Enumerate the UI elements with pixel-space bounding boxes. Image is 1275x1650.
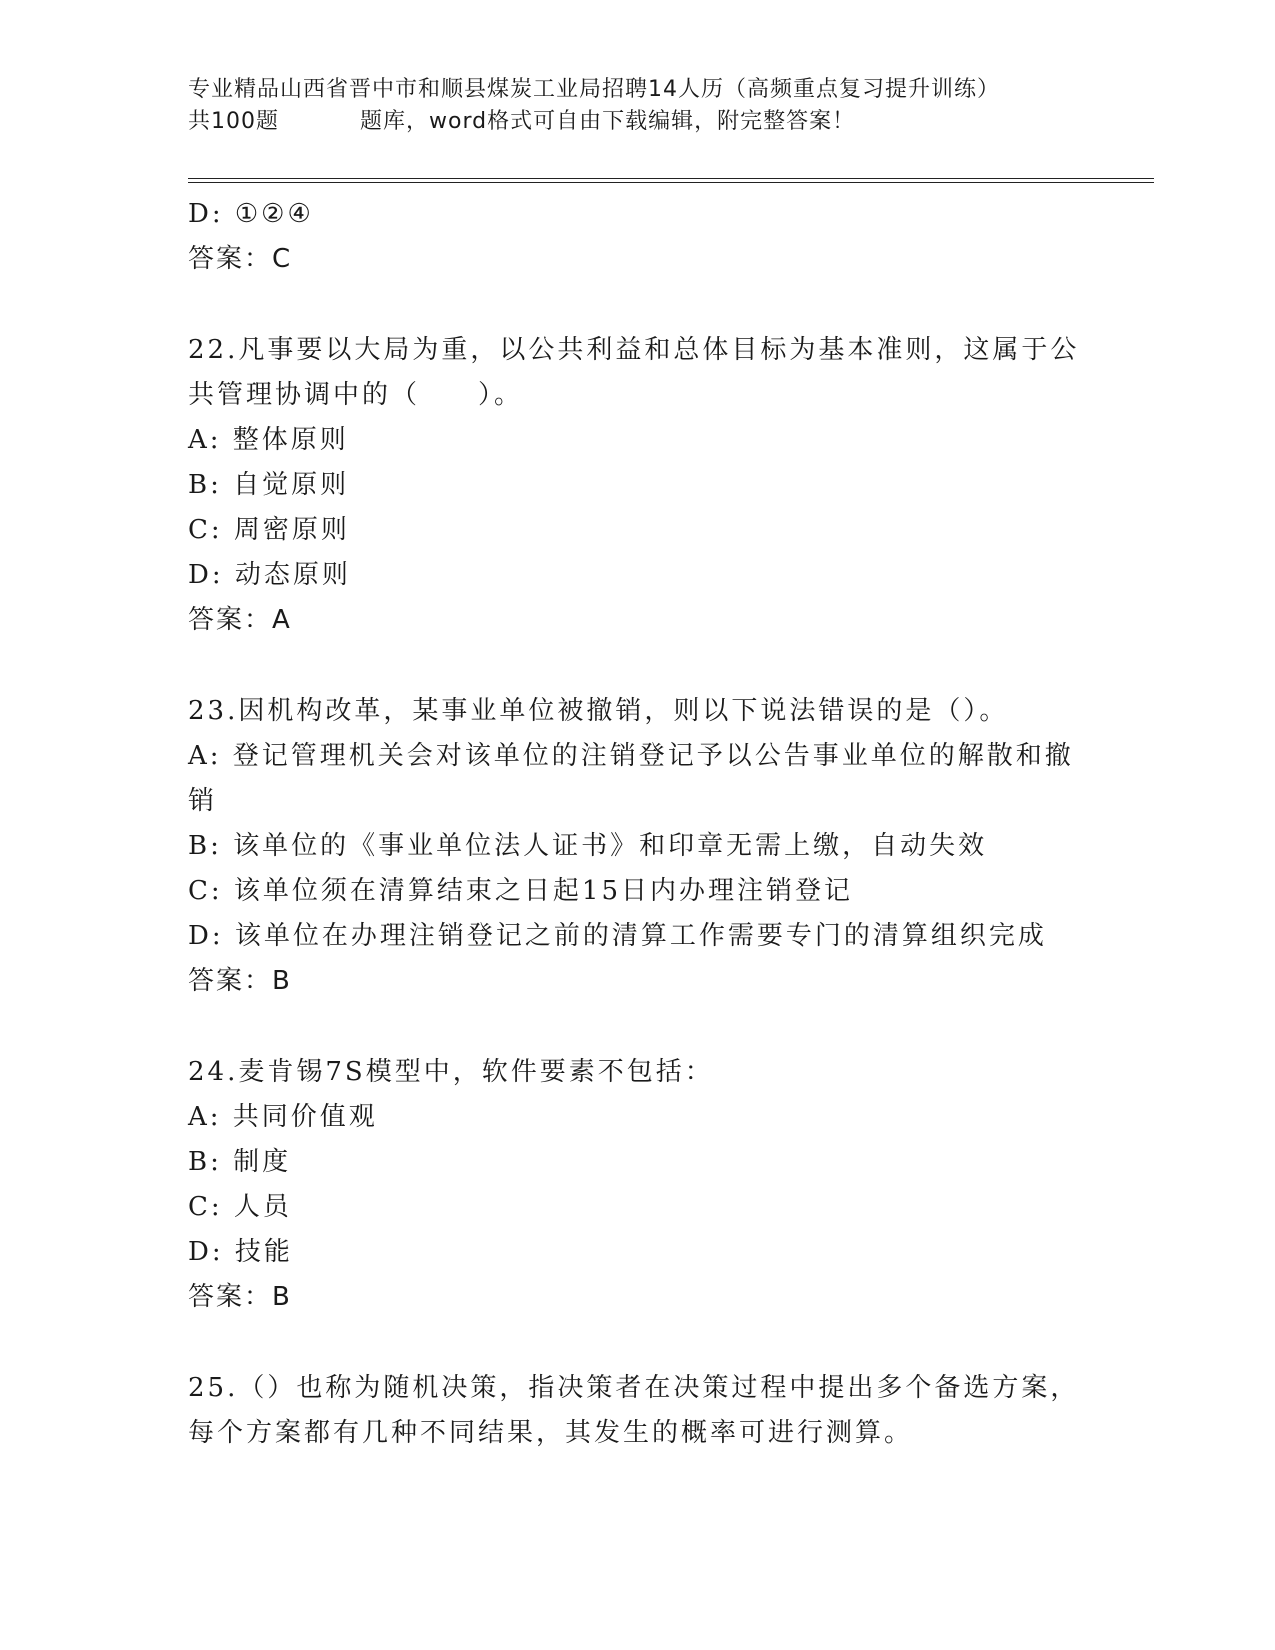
q24-option-c: C: 人员 [188, 1192, 292, 1222]
q24-option-d: D: 技能 [188, 1237, 293, 1267]
q24-option-a: A: 共同价值观 [188, 1102, 378, 1132]
q23-option-c: C: 该单位须在清算结束之日起15日内办理注销登记 [188, 876, 854, 906]
q24-option-b: B: 制度 [188, 1147, 292, 1177]
q22-stem-line1: 22.凡事要以大局为重，以公共利益和总体目标为基本准则，这属于公 [188, 335, 1080, 365]
prev-answer: 答案：C [188, 244, 293, 274]
q23-stem: 23.因机构改革，某事业单位被撤销，则以下说法错误的是（）。 [188, 696, 1009, 726]
spacer [188, 1320, 1088, 1366]
header-title-line2 [188, 106, 1088, 138]
q23-option-d: D: 该单位在办理注销登记之前的清算工作需要专门的清算组织完成 [188, 921, 1047, 951]
q22-option-c: C: 周密原则 [188, 515, 350, 545]
q23-answer: 答案：B [188, 966, 292, 996]
document-body [188, 192, 1088, 1456]
q25-stem-line2: 每个方案都有几种不同结果，其发生的概率可进行测算。 [188, 1418, 914, 1448]
q24-answer: 答案：B [188, 1282, 292, 1312]
spacer [188, 282, 1088, 328]
q25-stem-line1: 25.（）也称为随机决策，指决策者在决策过程中提出多个备选方案， [188, 1373, 1080, 1403]
spacer [188, 1004, 1088, 1050]
q23-option-a-line2: 销 [188, 786, 218, 816]
q22-answer: 答案：A [188, 605, 292, 635]
q22-option-a: A: 整体原则 [188, 425, 349, 455]
q22-option-d: D: 动态原则 [188, 560, 351, 590]
page-header [188, 74, 1088, 138]
q23-option-b: B: 该单位的《事业单位法人证书》和印章无需上缴，自动失效 [188, 831, 988, 861]
q22-stem-line2: 共管理协调中的（ ）。 [188, 380, 524, 410]
prev-option-d: D: ①②④ [188, 199, 314, 229]
header-divider-bottom [188, 182, 1154, 183]
header-description: 题库，word格式可自由下载编辑，附完整答案！ [360, 109, 856, 134]
q24-stem: 24.麦肯锡7S模型中，软件要素不包括： [188, 1057, 714, 1087]
spacer [188, 643, 1088, 689]
header-question-count: 共100题 [188, 109, 279, 134]
q22-option-b: B: 自觉原则 [188, 470, 350, 500]
q23-option-a-line1: A: 登记管理机关会对该单位的注销登记予以公告事业单位的解散和撤 [188, 741, 1074, 771]
header-divider-top [188, 178, 1154, 179]
header-title-line1: 专业精品山西省晋中市和顺县煤炭工业局招聘14人历（高频重点复习提升训练） [188, 77, 1000, 102]
